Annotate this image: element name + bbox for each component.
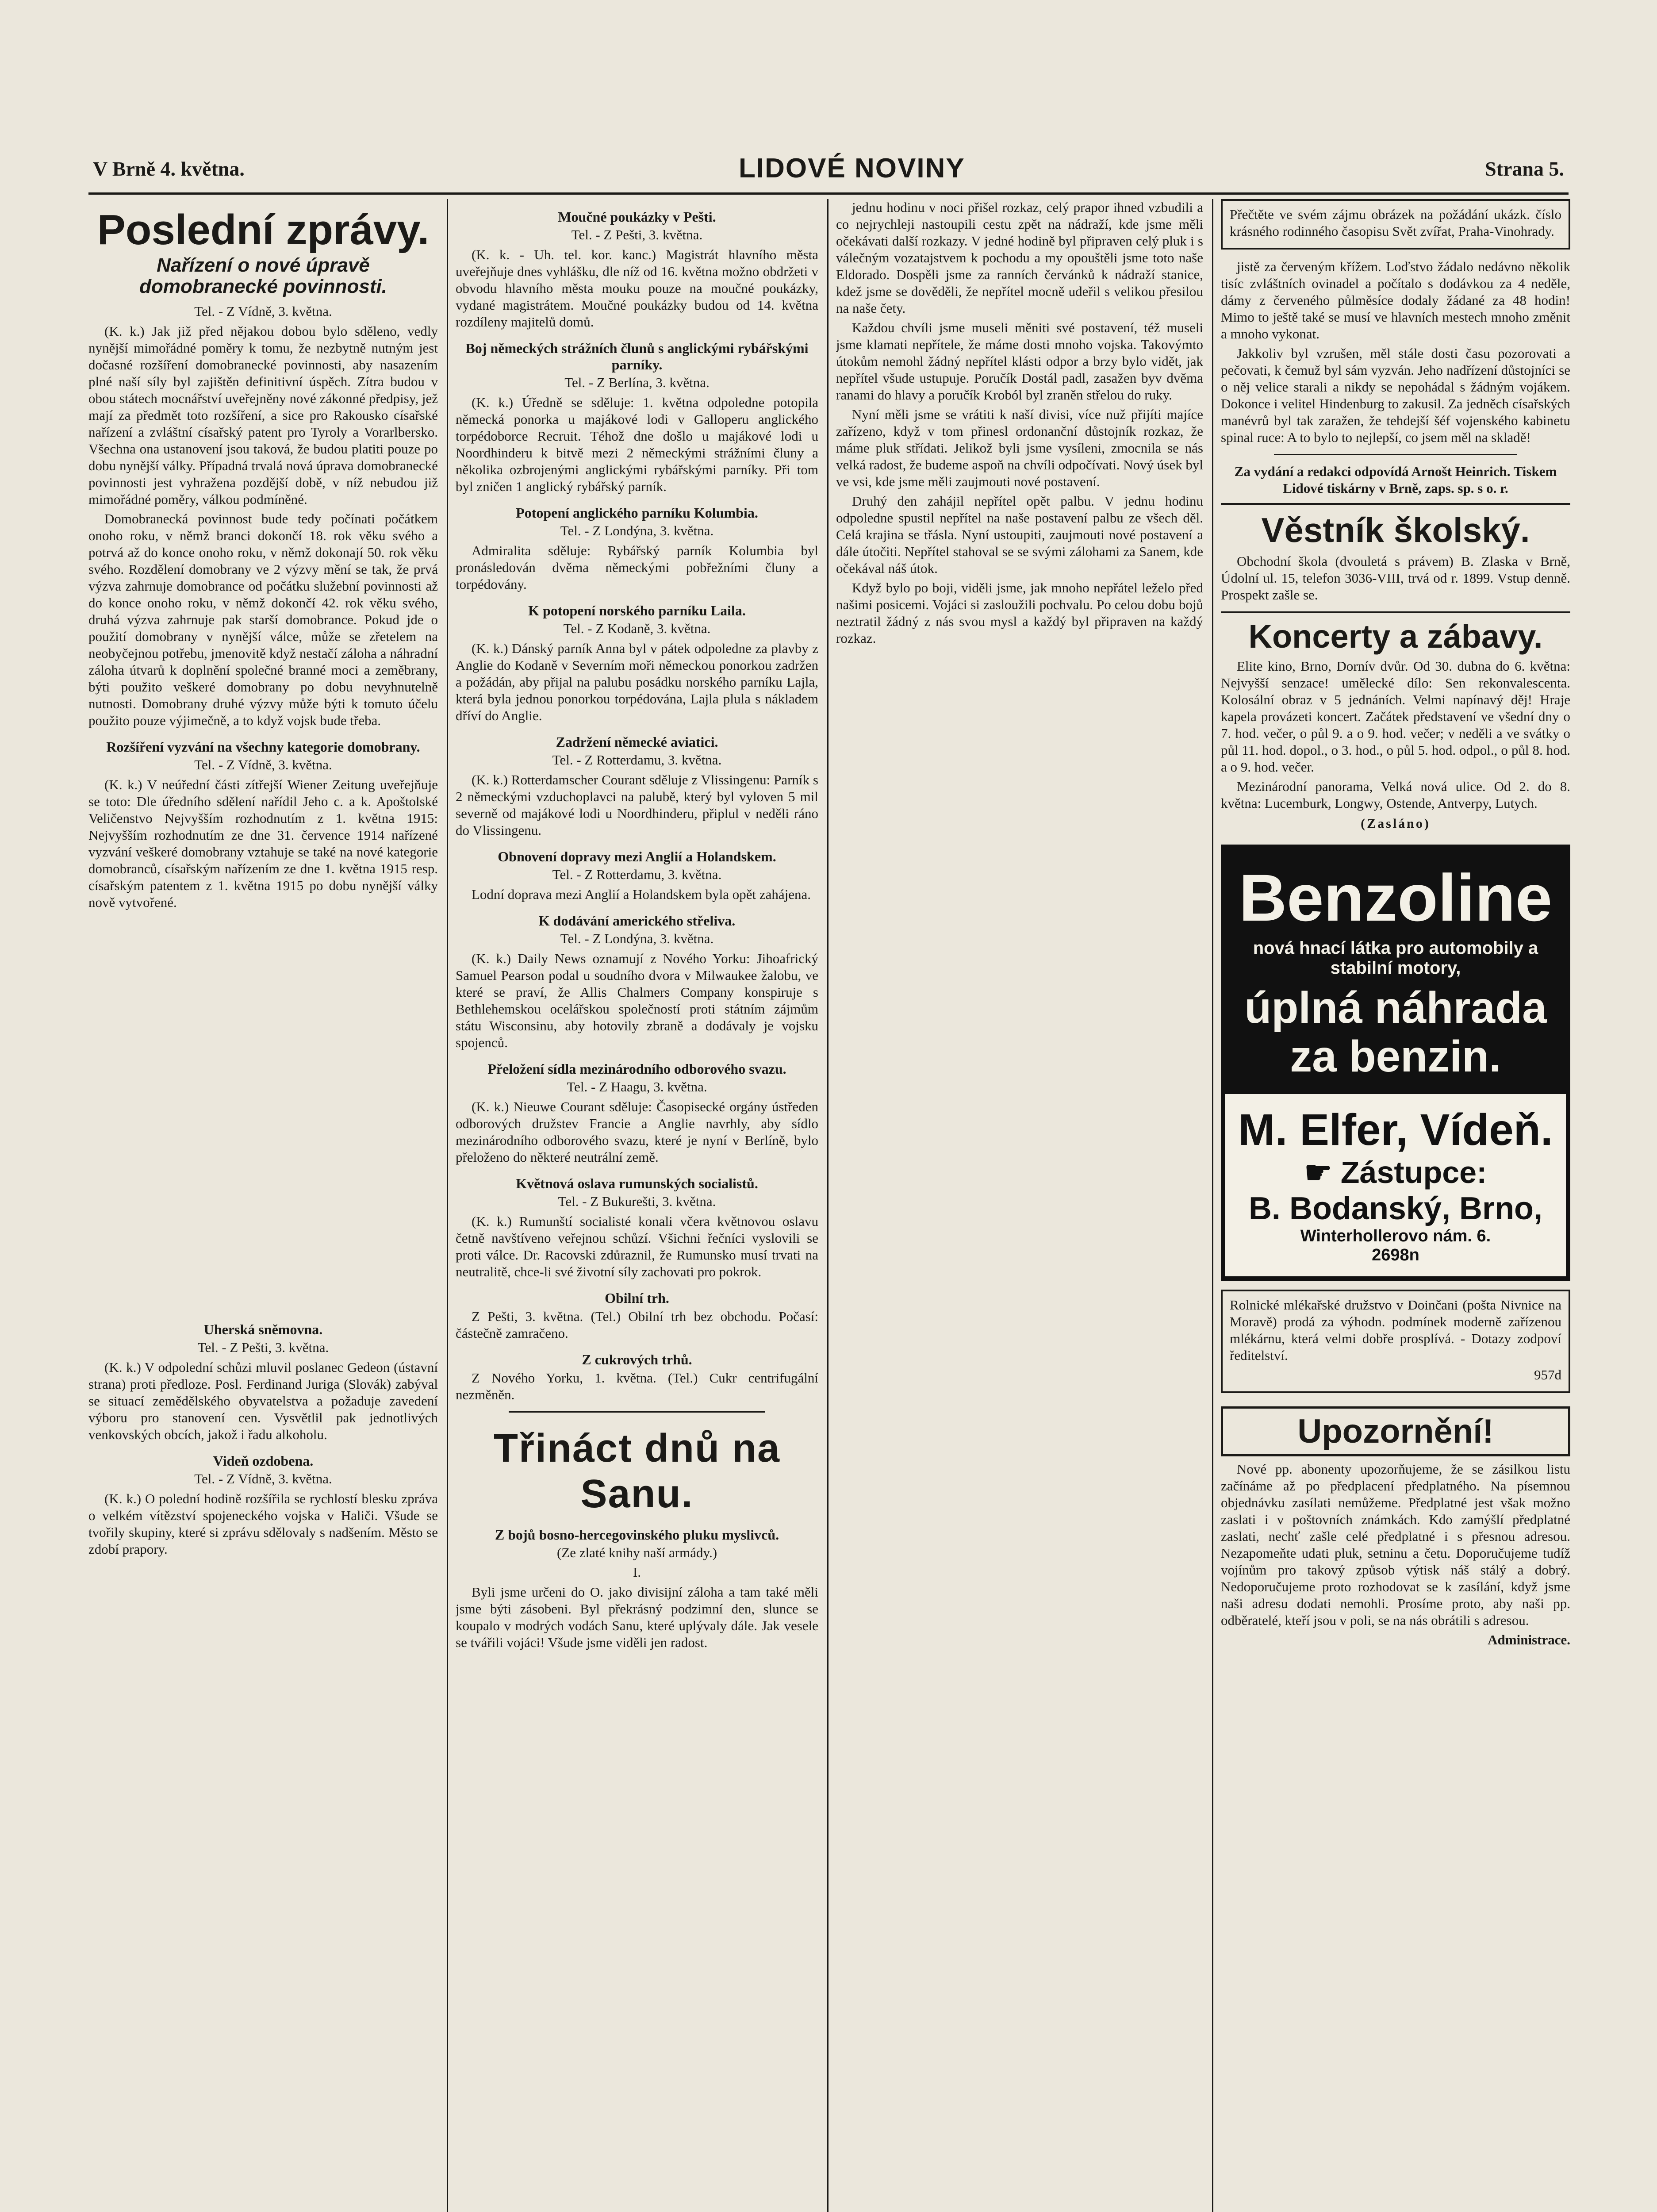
dateline: Tel. - Z Londýna, 3. května. xyxy=(560,931,714,946)
column-1 xyxy=(88,199,438,2212)
article-headline: Nařízení o nové úpravě domobranecké povinnosti. xyxy=(139,254,387,297)
article-headline: Boj německých strážních člunů s anglickými rybářskými parníky. xyxy=(465,340,809,373)
ad-company: M. Elfer, Vídeň. xyxy=(1238,1105,1553,1155)
article-headline: Rozšíření vyzvání na všechny kategorie domobrany. xyxy=(106,739,420,755)
ad-address: Winterhollerovo nám. 6. xyxy=(1300,1227,1491,1245)
article-headline: Květnová oslava rumunských socialistů. xyxy=(516,1175,758,1191)
advertisement-text: Rolnické mlékařské družstvo v Doinčani (pošta Nivnice na Moravě) prodá za výhodn. podmínek moderně zařízenou mlékárnu, která velmi dobře prosplívá. - Dotazy zodpoví ředitelství. xyxy=(1230,1297,1561,1363)
ad-number: 2698n xyxy=(1372,1246,1419,1264)
header-date: V Brně 4. května. xyxy=(93,157,245,180)
ad-subtitle: nová hnací látka pro automobily a stabilní motory, xyxy=(1253,938,1538,978)
dateline: Tel. - Z Pešti, 3. května. xyxy=(571,227,703,242)
benzoline-advertisement xyxy=(1221,845,1570,1281)
dateline: Tel. - Z Londýna, 3. května. xyxy=(560,523,714,538)
feature-part-number: I. xyxy=(633,1564,641,1580)
notice-title: Upozornění! xyxy=(1221,1406,1570,1456)
article-headline: K dodávání amerického střeliva. xyxy=(538,913,736,929)
blank-space xyxy=(88,914,438,1312)
ad-rep-text: Zástupce: xyxy=(1340,1155,1487,1190)
article-headline: K potopení norského parníku Laila. xyxy=(528,603,746,618)
dateline: Tel. - Z Rotterdamu, 3. května. xyxy=(552,752,722,768)
dateline: Tel. - Z Vídně, 3. května. xyxy=(194,303,332,319)
notice-text: Mezinárodní panorama, Velká nová ulice. Od 2. do 8. května: Lucemburk, Longwy, Ostende, Antverpy, Lutych. xyxy=(1221,779,1570,811)
advertisement-box xyxy=(1221,199,1570,250)
advertisement-box xyxy=(1221,1290,1570,1393)
pointing-hand-icon: ☛ xyxy=(1304,1155,1341,1190)
article-paragraph: Lodní doprava mezi Anglií a Holandskem byla opět zahájena. xyxy=(472,887,811,902)
advertisement-text: Přečtěte ve svém zájmu obrázek na požádání ukázk. číslo krásného rodinného časopisu Svět zvířat, Praha-Vinohrady. xyxy=(1230,207,1561,239)
feature-note: (Ze zlaté knihy naší armády.) xyxy=(556,1545,717,1560)
notice-text: Nové pp. abonenty upozorňujeme, že se zásilkou listu začínáme až po předplacení předplatného. Na písemnou objednávku zasílati nemůžeme. Předplatné jest však možno zaslati i v poštovních známkách. Kdo zamýšlí předplatné zaslati, nechť zašle celé předplatné i s přesnou adresou. Nezapomeňte udati pluk, setninu a četu. Doporučujeme tudíž vojínům pro takový způsob výtisk náš stálý a dobrý. Nedoporučujeme proto rozhodovat se k zasílání, když jsme naši adresu dodati nemohli. Prosíme proto, aby naši pp. odběratelé, kteří jsou v poli, se na nás obrátili s adresou. xyxy=(1221,1461,1570,1628)
column-rule xyxy=(447,199,448,2212)
column-rule xyxy=(827,199,828,2212)
article-paragraph: Jakkoliv byl vzrušen, měl stále dosti času pozorovati a pečovati, k čemuž byl sám vyzván. Jeho nadřízení důstojníci se o něj velice starali a nikdy se nepohádal s žádným vojákem. Dokonce i velitel Hindenburg to zakusil. Za jedněch císařských manévrů byl tak zaražen, že tehdejší šéf vojenského kabinetu spinal ruce: A to bylo to nejlepší, co jsem měl na skladě! xyxy=(1221,346,1570,445)
article-paragraph: Druhý den zahájil nepřítel opět palbu. V jednu hodinu odpoledne spustil nepřítel na naše postavení palbu ze všech děl. Celá krajina se třásla. Nyní ustoupiti, zaujmouti nové postavení a dále útočiti. Nepřítel stahoval se se svými zálohami za Sanem, kde očekával náš útok. xyxy=(836,493,1203,576)
article-paragraph: jednu hodinu v noci přišel rozkaz, celý prapor ihned vzbudili a co nejrychleji nastoupili cestu zpět na nádraží, kde jsme měli očekávati další rozkazy. V jedné hodině byl připraven celý pluk i s válečným vozatajstvem k pochodu a my opouštěli jsme toto naše Eldorado. Dospěli jsme za ranních červánků k nádraží stanice, kdež jsme se dověděli, že nepřítel mocně udeřil s velikou přesilou na naše čety. xyxy=(836,200,1203,316)
article-paragraph: (K. k.) O polední hodině rozšířila se rychlostí blesku zpráva o velkém vítězství spojeneckého vojska v Haliči. Všude se tvořily skupiny, které si zprávu sdělovaly s nadšením. Město se zdobí prapory. xyxy=(88,1491,438,1557)
article-headline: Z cukrových trhů. xyxy=(582,1352,692,1367)
feature-title: Třináct dnů na Sanu. xyxy=(493,1426,781,1516)
article-headline: Přeložení sídla mezinárodního odborového svazu. xyxy=(487,1061,786,1077)
article-paragraph: Když bylo po boji, viděli jsme, jak mnoho nepřátel leželo před našimi posicemi. Vojáci si zasloužili pochvalu. Po celou dobu bojů neztratil žádný z nás svou mysl a každý byl připraven na každý rozkaz. xyxy=(836,580,1203,646)
divider xyxy=(1274,454,1517,455)
ad-brand-title: Benzoline xyxy=(1239,860,1553,935)
notice-text: Obchodní škola (dvouletá s právem) B. Zlaska v Brně, Údolní ul. 15, telefon 3036-VIII, trvá od r. 1899. Vstup denně. Prospekt zašle se. xyxy=(1221,553,1570,603)
page-number: Strana 5. xyxy=(1485,157,1564,180)
feature-subtitle: Z bojů bosno-hercegovinského pluku myslivců. xyxy=(495,1527,779,1543)
article-headline: Obilní trh. xyxy=(605,1290,669,1306)
article-paragraph: (K. k.) V neúřední části zítřejší Wiener Zeitung uveřejňuje se toto: Dle úředního sdělení nařídil Jeho c. a k. Apoštolské Veličenstvo Nejvyšším rozhodnutím z 1. května 1915: Nejvyšším rozhodnutím ze dne 31. července 1914 nařízené vyzvání veškeré domobrany vztahuje se také na nové kategorie domobranců, císařským nařízením ze dne 1. května 1915 resp. císařským patentem z 1. května 1915 po dobu nynější války nově vytvořené. xyxy=(88,777,438,910)
article-paragraph: (K. k.) Úředně se sděluje: 1. května odpoledne potopila německá ponorka u majákové lodi v Galloperu anglického torpédoborce Recruit. Téhož dne došlo u majákové lodi u Noordhinderu k bitvě mezi 2 německými strážními čluny a několika ozbrojenými anglickými rybářskými parníky. Při tom byl zničen 1 anglický rybářský parník. xyxy=(456,395,818,494)
article-headline: Moučné poukázky v Pešti. xyxy=(558,209,716,225)
article-paragraph: Byli jsme určeni do O. jako divisijní záloha a tam také měli jsme býti zásobeni. Byl překrásný podzimní den, slunce se koupalo v modrých vodách Sanu, které uplývaly dále. Jak vesele se tvářili vojáci! Všude jsme viděli jen radost. xyxy=(456,1584,818,1650)
article-headline: Zadržení německé aviatici. xyxy=(556,734,718,750)
section-title: Koncerty a zábavy. xyxy=(1221,611,1570,655)
dateline: Tel. - Z Berlína, 3. května. xyxy=(564,375,710,390)
dateline: Tel. - Z Haagu, 3. května. xyxy=(567,1079,707,1094)
zaslano-label: (Zasláno) xyxy=(1361,816,1431,831)
ad-representative-label xyxy=(1234,1154,1557,1190)
column-4 xyxy=(1221,199,1570,2212)
article-paragraph: (K. k.) Rotterdamscher Courant sděluje z Vlissingenu: Parník s 2 německými vzduchoplavci na palubě, který byl vyloven 5 mil severně od majákové lodi u Noordhinderu, připlul v neděli ráno do Vlissingenu. xyxy=(456,772,818,838)
notice-signature: Administrace. xyxy=(1488,1632,1570,1647)
article-paragraph: (K. k.) Dánský parník Anna byl v pátek odpoledne za plavby z Anglie do Kodaně v Severním moři německou ponorkou zadržen a požádán, aby přijal na palubu posádku norského parníku Lajla, která byla jednou ponorkou torpédována, Lajla plula s nákladem dříví do Anglie. xyxy=(456,641,818,723)
dateline: Tel. - Z Vídně, 3. května. xyxy=(194,757,332,772)
article-paragraph: (K. k.) Jak již před nějakou dobou bylo sděleno, vedly nynější mimořádné poměry k tomu, že nezbytně nutným jest dočasné rozšíření domobranecké povinnosti, aby nasazením plné naší síly byl zajištěn definitivní úspěch. Zítra budou v obou státech mocnářství uveřejněny nové zákonné předpisy, jež mají za předmět toto rozšíření, a sice pro Rakousko císařské nařízení a zvláštní císařský patent pro Tyroly a Vorarlbersko. Všechna ona ustanovení jsou taková, že budou platiti pouze po dobu nynější války. Případná trvalá nová úprava domobranecké povinnosti jest vyhražena pozdější době, v níž nebudou již mimořádné poměry, válkou podmíněné. xyxy=(88,323,438,507)
article-paragraph: (K. k.) Nieuwe Courant sděluje: Časopisecké orgány ústředen odborových družstev Francie a Anglie navrhly, aby sídlo mezinárodního odborového svazu, které je nyní v Berlíně, bylo přeloženo do některé neutrální země. xyxy=(456,1099,818,1165)
section-title: Věstník školský. xyxy=(1221,503,1570,550)
ad-rep-name: B. Bodanský, Brno, xyxy=(1248,1191,1543,1226)
article-paragraph: (K. k.) V odpolední schůzi mluvil poslanec Gedeon (ústavní strana) proti předloze. Posl. Ferdinand Juriga (Slovák) zabýval se situací zemědělského obyvatelstva a požaduje zavedení výboru pro stanovení cen. Vysvětlil pak jednotlivých venkovských obcích, jakož i řadu alkoholu. xyxy=(88,1359,438,1442)
article-paragraph: Z Pešti, 3. května. (Tel.) Obilní trh bez obchodu. Počasí: částečně zamračeno. xyxy=(456,1309,818,1341)
article-headline: Videň ozdobena. xyxy=(213,1453,314,1469)
article-headline: Uherská sněmovna. xyxy=(203,1321,323,1337)
dateline: Tel. - Z Kodaně, 3. května. xyxy=(563,621,711,636)
column-3 xyxy=(836,199,1203,2212)
article-paragraph: Každou chvíli jsme museli měniti své postavení, též museli jsme klamati nepřítele, že máme dosti mnoho vojska. Takovýmto útokům nemohl žádný nepřítel klásti odpor a brzy bylo vidět, jak nepřítel všude ustupuje. Poručík Dostál padl, zasažen byv dvěma ranami do hlavy a poručík Kroból byl zraněn střelou do ruky. xyxy=(836,320,1203,403)
article-headline: Obnovení dopravy mezi Anglií a Holandskem. xyxy=(498,849,776,864)
divider xyxy=(509,1411,765,1413)
article-paragraph: (K. k.) Daily News oznamují z Nového Yorku: Jihoafrický Samuel Pearson podal u soudního dvora v Milwaukee žalobu, ve které se praví, že Allis Chalmers Company konspiruje s Bethlehemskou ocelářskou společností proti státním zájmům státu Wisconsinu, aby hotovily zbraně a dodávaly je vojsku spojenců. xyxy=(456,951,818,1050)
dateline: Tel. - Z Pešti, 3. května. xyxy=(197,1340,329,1355)
notice-text: Elite kino, Brno, Dornív dvůr. Od 30. dubna do 6. května: Nejvyšší senzace! umělecké dílo: Sen rekonvalescenta. Kolosální obraz v 5 jednáních. Velmi napínavý děj! Hraje kapela provázeti koncert. Začátek představení ve všední dny o 7. hod. večer, o půl 9. a o 9. hod. večer; v neděli a ve svátky o půl 11. hod. dopol., o 3. hod., o půl 5. hod. odpol., o půl 8. hod. a o 9. hod. večer. xyxy=(1221,658,1570,775)
dateline: Tel. - Z Bukurešti, 3. května. xyxy=(558,1194,716,1209)
ad-slogan: za benzin. xyxy=(1290,1032,1501,1081)
article-paragraph: jistě za červeným křížem. Loďstvo žádalo nedávno několik tisíc zvláštních ovinadel a počítalo s dodávkou za 4 neděle, dámy z červeného půlměsíce dodaly žádané za 48 hodin! Mimo to ještě také se musí ve hlavních mestech mnoho změnit a mnoho vykonat. xyxy=(1221,259,1570,342)
column-2 xyxy=(456,199,818,2212)
column-rule xyxy=(1212,199,1213,2212)
newspaper-title: LIDOVÉ NOVINY xyxy=(739,153,965,184)
dateline: Tel. - Z Rotterdamu, 3. května. xyxy=(552,867,722,882)
ad-number: 957d xyxy=(1534,1367,1561,1382)
article-paragraph: Admiralita sděluje: Rybářský parník Kolumbia byl pronásledován dvěma německými pobřežními čluny a torpédovány. xyxy=(456,543,818,592)
article-paragraph: (K. k.) Rumunští socialisté konali včera květnovou oslavu četně navštíveno veřejnou schůzí. Všichni řečníci vyslovili se proti válce. Dr. Racovski zdůraznil, že Rumunsko musí trvati na neutralitě, chce-li své životní síly zachovati pro pokrok. xyxy=(456,1214,818,1279)
article-paragraph: Z Nového Yorku, 1. května. (Tel.) Cukr centrifugální nezměněn. xyxy=(456,1370,818,1402)
ad-contact xyxy=(1225,1094,1566,1276)
ad-slogan: úplná náhrada xyxy=(1244,983,1547,1033)
article-paragraph: Domobranecká povinnost bude tedy počínati počátkem onoho roku, v němž branci dokončí 18. rok věku svého a potrvá až do konce onoho roku, v němž dokonají 50. rok věku svého. Rozdělení domobrany ve 2 výzvy mění se tak, že prvá výzva zahrnuje domobrance od počátku služební povinnosti až do konce onoho roku, v němž dokončí 42. rok věku svého, druhá výzva zahrnuje pak starší domobrance. Pokud jde o použití domobrany v nynější válce, může se zřetelem na neobyčejnou potřebu, jmenovitě když nestačí záloha a náhradní záloha útvarů k doplnění společné branné moci a zeměbrany, býti použito veškeré domobrany po dobu nevyhnutelně nutnosti. Domobrany druhé výzvy může býti k tomuto účelu použito pouze výjimečně, a to když vojsk bude třeba. xyxy=(88,511,438,728)
page-header xyxy=(88,153,1569,195)
dateline: Tel. - Z Vídně, 3. května. xyxy=(194,1471,332,1486)
article-paragraph: Nyní měli jsme se vrátiti k naší divisi, více nuž přijíti majíce zařízeno, když v tom přinesl ordonanční důstojník rozkaz, že máme pluk střídati. Jelikož byli jsme vysíleni, zmocnila se nás velká radost, že budeme aspoň na chvíli odpočívati. Nový úsek byl ve vsi, kde jsme měli zaujmouti nové postavení. xyxy=(836,407,1203,489)
article-paragraph: (K. k. - Uh. tel. kor. kanc.) Magistrát hlavního města uveřejňuje dnes vyhlášku, dle níž od 16. května možno obdržeti v obvodu hlavního města mouku pouze na moučné poukázky, vydané magistrátem. Moučné poukázky budou od 14. května rozdíleny majitelů domů. xyxy=(456,247,818,330)
article-headline: Potopení anglického parníku Kolumbia. xyxy=(516,505,758,521)
section-title: Poslední zprávy. xyxy=(97,206,430,253)
imprint: Za vydání a redakci odpovídá Arnošt Heinrich. Tiskem Lidové tiskárny v Brně, zaps. sp. s o. r. xyxy=(1234,464,1557,496)
